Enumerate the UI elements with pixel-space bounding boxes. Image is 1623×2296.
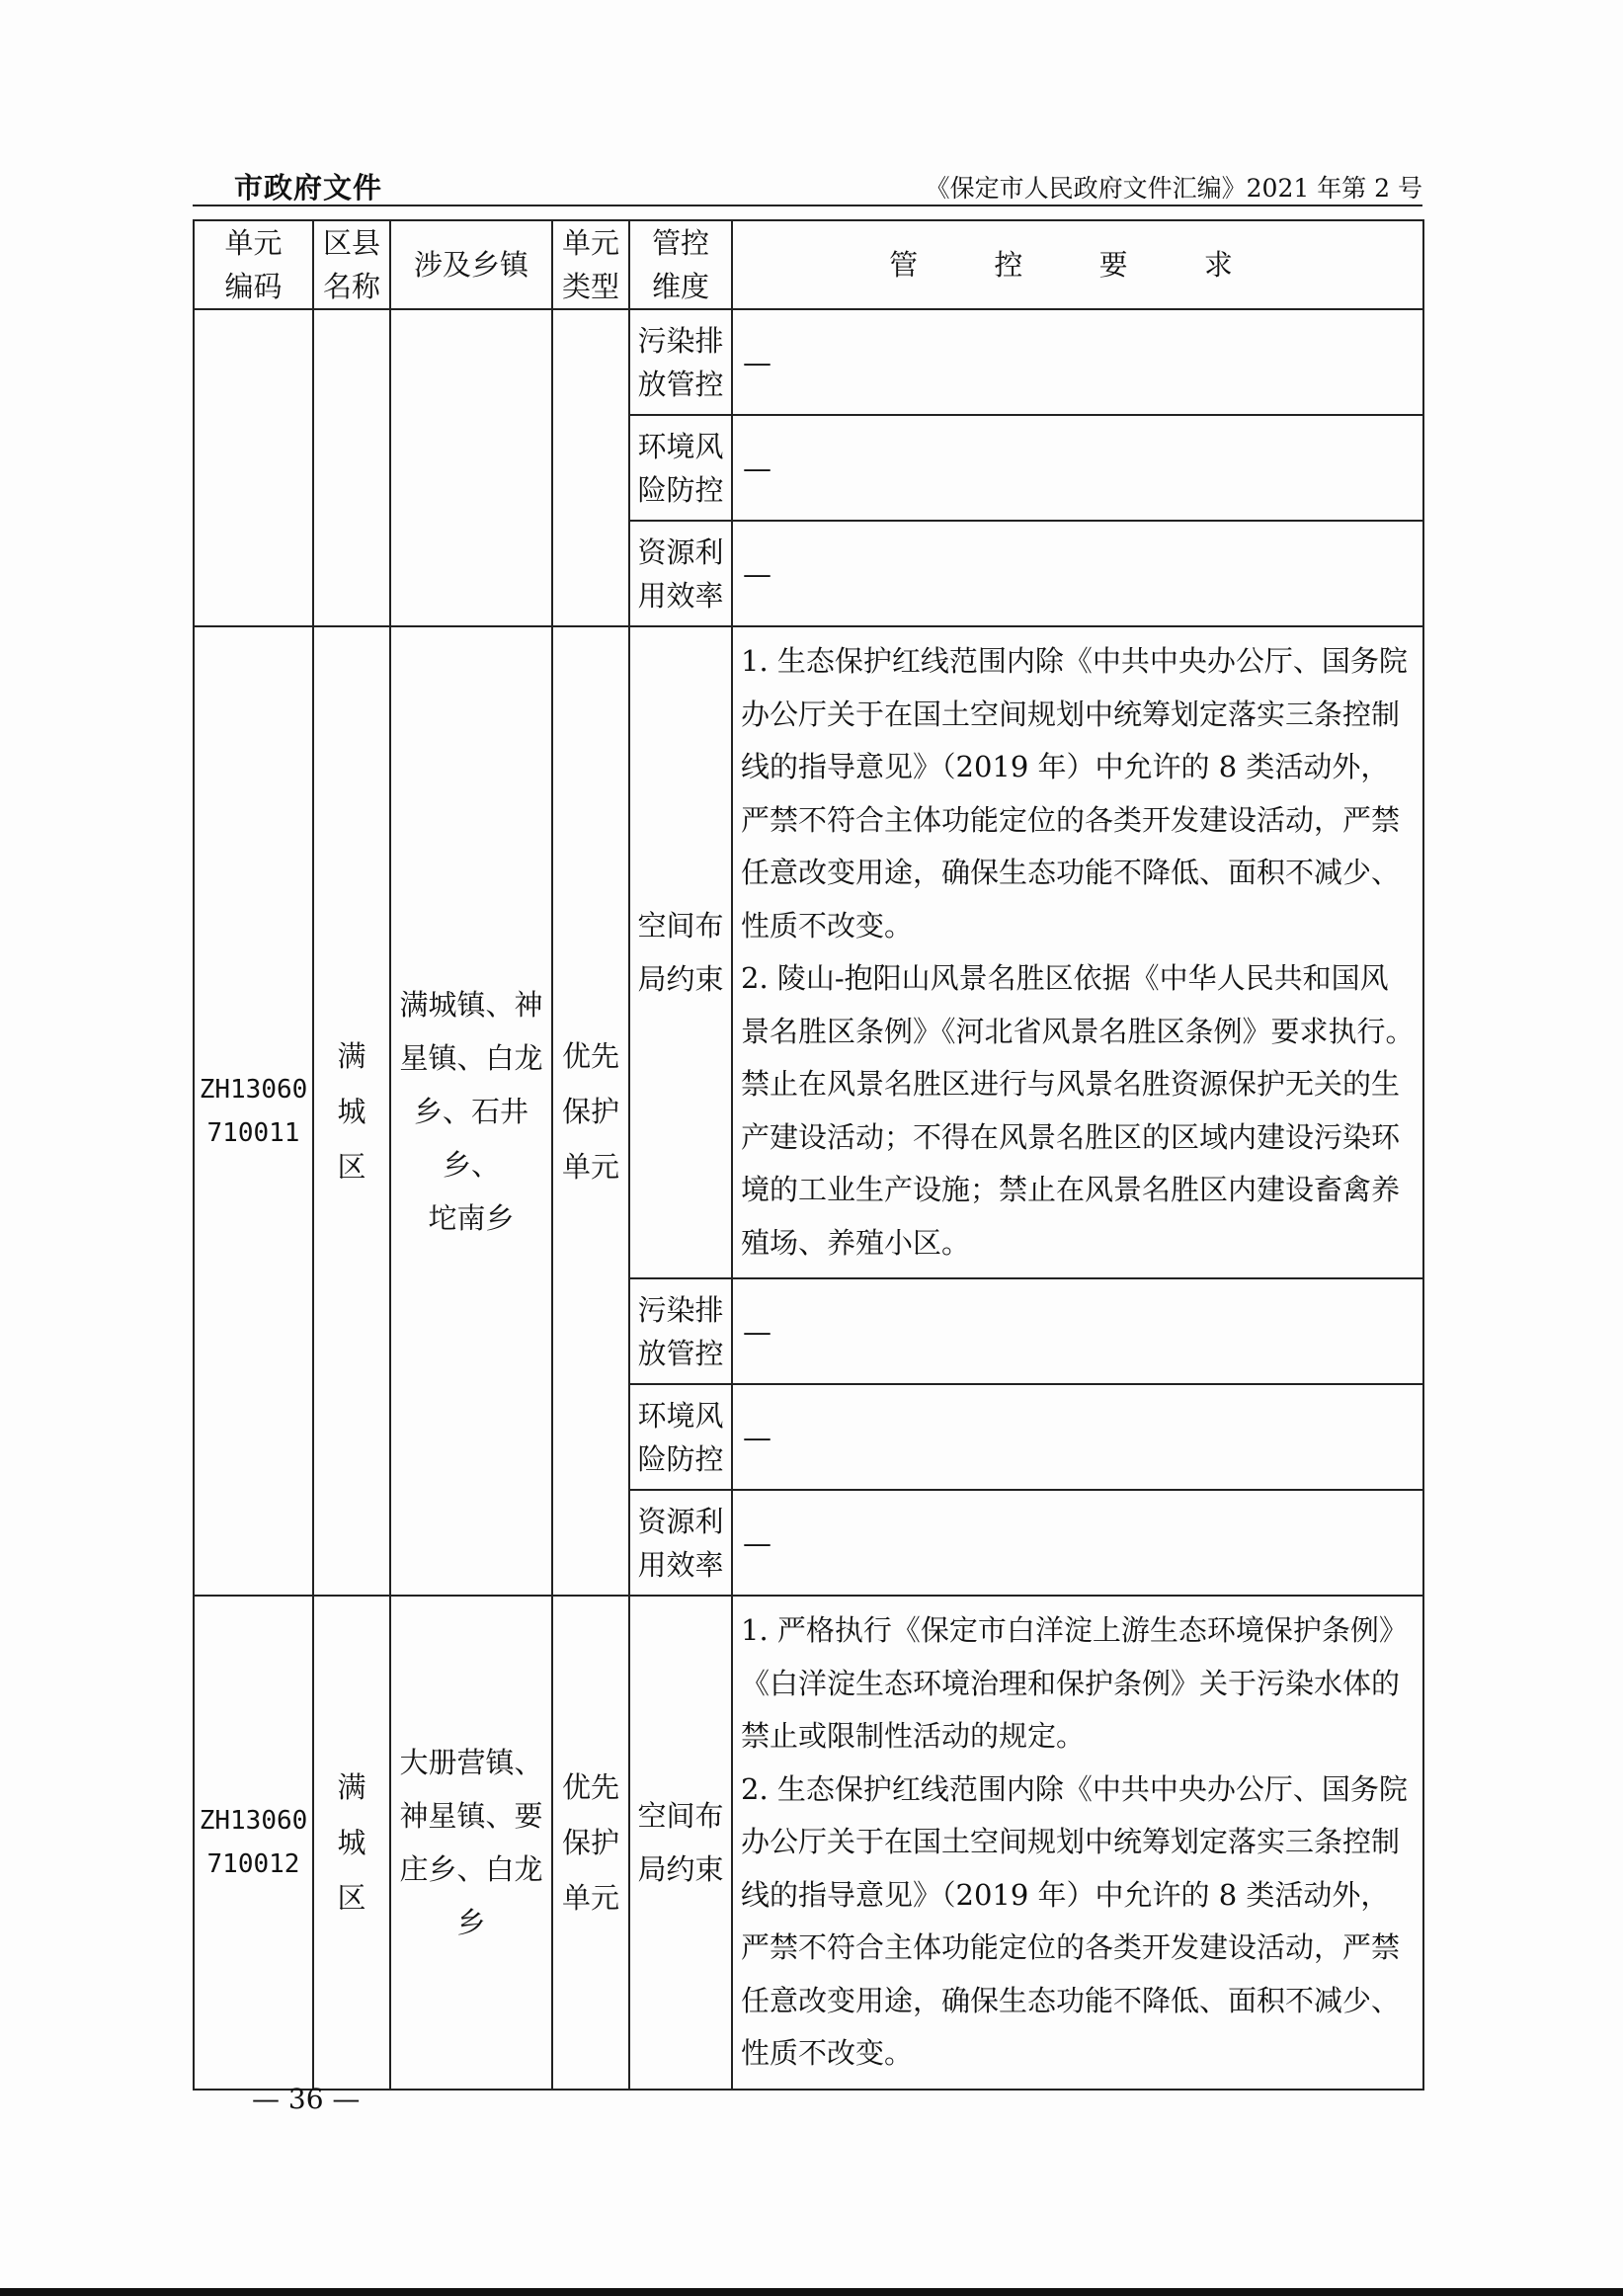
- page-number: — 36 —: [252, 2083, 361, 2115]
- col-header-dimension: 管控 维度: [629, 220, 732, 309]
- cell-requirement: [732, 1596, 1423, 2090]
- cell-county: 满 城 区: [313, 626, 390, 1596]
- cell-dimension: 资源利 用效率: [629, 1490, 732, 1596]
- cell-dimension: 污染排 放管控: [629, 1278, 732, 1384]
- control-requirements-table: [193, 219, 1424, 2091]
- cell-dimension: 污染排 放管控: [629, 309, 732, 415]
- cell-requirement: —: [732, 1384, 1423, 1490]
- cell-unit-code: ZH13060 710012: [194, 1596, 313, 2090]
- cell-type-empty: [552, 309, 629, 626]
- col-header-unit-type: 单元 类型: [552, 220, 629, 309]
- header-rule: [193, 205, 1422, 206]
- cell-requirement: —: [732, 1490, 1423, 1596]
- requirement-item: 1. 严格执行《保定市白洋淀上游生态环境保护条例》《白洋淀生态环境治理和保护条例》关于污染水体的禁止或限制性活动的规定。: [741, 1613, 1408, 1753]
- table-row: [194, 626, 1423, 1278]
- cell-unit-type: 优先 保护 单元: [552, 1596, 629, 2090]
- cell-requirement: —: [732, 415, 1423, 521]
- cell-county: 满 城 区: [313, 1596, 390, 2090]
- col-header-unit-code: 单元 编码: [194, 220, 313, 309]
- cell-unit-code: ZH13060 710011: [194, 626, 313, 1596]
- cell-code-empty: [194, 309, 313, 626]
- table-row: [194, 309, 1423, 415]
- cell-towns-empty: [390, 309, 552, 626]
- header-publication: 《保定市人民政府文件汇编》2021 年第 2 号: [925, 174, 1422, 203]
- requirement-item: 2. 陵山-抱阳山风景名胜区依据《中华人民共和国风景名胜区条例》《河北省风景名胜区条例》要求执行。禁止在风景名胜区进行与风景名胜资源保护无关的生产建设活动；不得在风景名胜区的区域内建设污染环境的工业生产设施；禁止在风景名胜区内建设畜禽养殖场、养殖小区。: [741, 961, 1415, 1260]
- cell-towns: 满城镇、神 星镇、白龙 乡、石井乡、 坨南乡: [390, 626, 552, 1596]
- page-header: [193, 166, 1422, 205]
- scan-edge-bar: [0, 2288, 1623, 2296]
- cell-towns: 大册营镇、 神星镇、要 庄乡、白龙 乡: [390, 1596, 552, 2090]
- col-header-towns: 涉及乡镇: [390, 220, 552, 309]
- cell-dimension: 资源利 用效率: [629, 521, 732, 626]
- table-header-row: [194, 220, 1423, 309]
- cell-requirement: —: [732, 521, 1423, 626]
- cell-county-empty: [313, 309, 390, 626]
- cell-dimension: 环境风 险防控: [629, 415, 732, 521]
- header-category: 市政府文件: [234, 171, 383, 205]
- requirement-item: 2. 生态保护红线范围内除《中共中央办公厅、国务院办公厅关于在国土空间规划中统筹划定落实三条控制线的指导意见》（2019 年）中允许的 8 类活动外，严禁不符合主体功能定位的各类开发建设活动，严禁任意改变用途，确保生态功能不降低、面积不减少、性质不改变。: [741, 1771, 1408, 2070]
- cell-dimension: 空间布 局约束: [629, 1596, 732, 2090]
- cell-requirement: —: [732, 309, 1423, 415]
- cell-dimension: 空间布 局约束: [629, 626, 732, 1278]
- col-header-county: 区县 名称: [313, 220, 390, 309]
- cell-requirement: [732, 626, 1423, 1278]
- requirement-item: 1. 生态保护红线范围内除《中共中央办公厅、国务院办公厅关于在国土空间规划中统筹划定落实三条控制线的指导意见》（2019 年）中允许的 8 类活动外，严禁不符合主体功能定位的各类开发建设活动，严禁任意改变用途，确保生态功能不降低、面积不减少、性质不改变。: [741, 644, 1408, 943]
- cell-unit-type: 优先 保护 单元: [552, 626, 629, 1596]
- col-header-requirements: 管 控 要 求: [732, 220, 1423, 309]
- table-row: [194, 1596, 1423, 2090]
- cell-requirement: —: [732, 1278, 1423, 1384]
- cell-dimension: 环境风 险防控: [629, 1384, 732, 1490]
